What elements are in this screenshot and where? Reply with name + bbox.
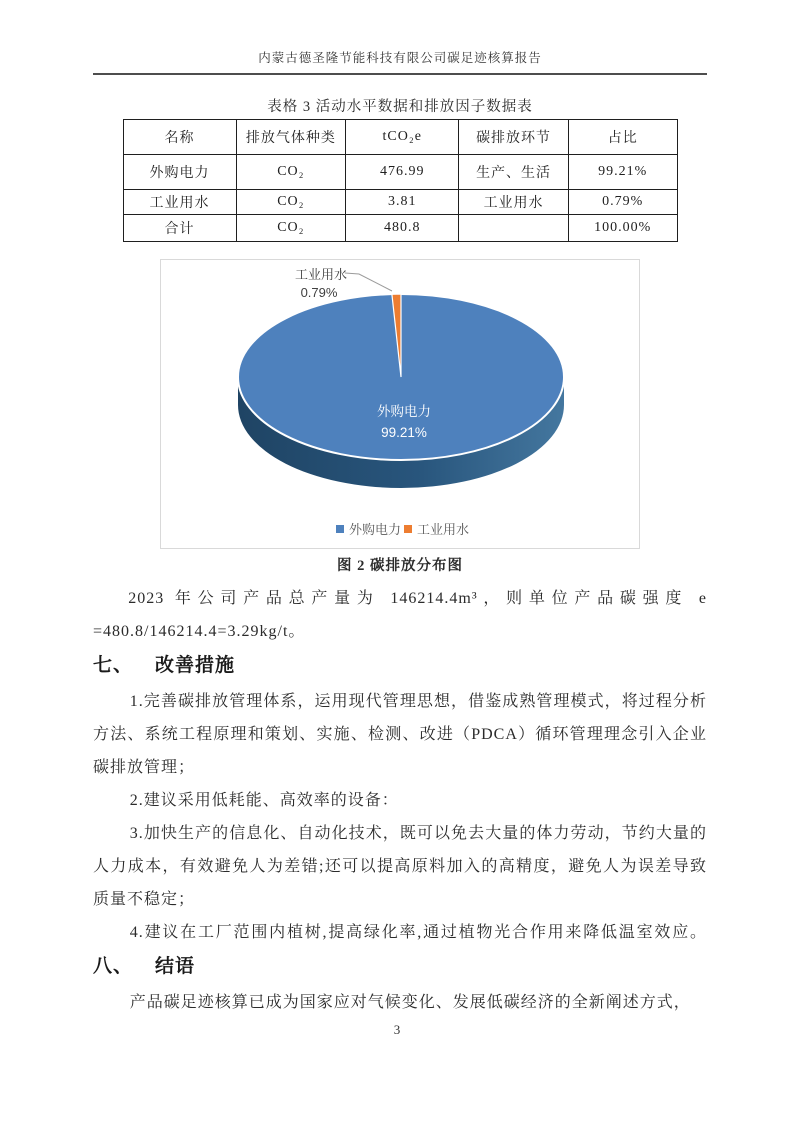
small-slice-percent: 0.79% bbox=[300, 285, 338, 300]
figure-caption: 图 2 碳排放分布图 bbox=[337, 558, 463, 574]
table-cell: 3.81 bbox=[346, 190, 459, 215]
table-header-cell: 碳排放环节 bbox=[459, 120, 569, 155]
table-cell: CO₂ bbox=[236, 215, 346, 242]
big-slice-label: 外购电力 bbox=[377, 404, 431, 419]
table-row bbox=[123, 155, 677, 190]
table-header-cell: tCO₂e bbox=[346, 120, 459, 155]
table-cell: 480.8 bbox=[346, 215, 459, 242]
section-title: 结语 bbox=[155, 956, 196, 977]
intro-paragraph bbox=[93, 582, 707, 648]
doc-header bbox=[93, 48, 707, 75]
table-title: 表格 3 活动水平数据和排放因子数据表 bbox=[267, 99, 533, 115]
chart-legend bbox=[336, 522, 469, 537]
section-number: 八、 bbox=[93, 956, 134, 977]
table-cell: 工业用水 bbox=[459, 190, 569, 215]
small-slice-label: 工业用水 bbox=[294, 267, 348, 282]
table-header-row bbox=[123, 120, 677, 155]
section-number: 七、 bbox=[93, 655, 134, 676]
table-cell: CO₂ bbox=[236, 155, 346, 190]
big-slice-percent: 99.21% bbox=[381, 425, 427, 440]
table-cell: 100.00% bbox=[568, 215, 677, 242]
section-heading-improvement bbox=[93, 652, 707, 680]
improvement-items bbox=[93, 685, 707, 949]
table-cell: 合计 bbox=[123, 215, 236, 242]
table-cell: 生产、生活 bbox=[459, 155, 569, 190]
improvement-item: 4.建议在工厂范围内植树,提高绿化率,通过植物光合作用来降低温室效应。 bbox=[129, 924, 707, 941]
legend-marker-water-icon bbox=[404, 525, 412, 533]
improvement-item: 1.完善碳排放管理体系，运用现代管理思想，借鉴成熟管理模式，将过程分析方法、系统工程原理和策划、实施、检测、改进（PDCA）循环管理理念引入企业碳排放管理； bbox=[93, 693, 707, 776]
section-title: 改善措施 bbox=[155, 655, 236, 676]
conclusion-paragraph: 产品碳足迹核算已成为国家应对气候变化、发展低碳经济的全新阐述方式， bbox=[129, 994, 691, 1011]
table-cell: 工业用水 bbox=[123, 190, 236, 215]
improvement-item: 3.加快生产的信息化、自动化技术，既可以免去大量的体力劳动，节约大量的人力成本，有效避免人为差错;还可以提高原料加入的高精度，避免人为误差导致质量不稳定； bbox=[93, 825, 707, 908]
pie-chart-figure bbox=[160, 259, 640, 549]
improvement-item: 2.建议采用低耗能、高效率的设备： bbox=[129, 792, 399, 809]
table-header-cell: 名称 bbox=[123, 120, 236, 155]
legend-label-water: 工业用水 bbox=[417, 522, 470, 537]
legend-marker-electricity-icon bbox=[336, 525, 344, 533]
table-header-cell: 占比 bbox=[568, 120, 677, 155]
pie-chart-svg bbox=[161, 260, 639, 548]
emissions-table bbox=[123, 119, 678, 242]
conclusion-items bbox=[93, 986, 707, 1019]
section-heading-conclusion bbox=[93, 953, 707, 981]
table-header-cell: 排放气体种类 bbox=[236, 120, 346, 155]
table-row bbox=[123, 215, 677, 242]
intro-line-2: =480.8/146214.4=3.29kg/t。 bbox=[93, 623, 306, 640]
table-cell: 476.99 bbox=[346, 155, 459, 190]
table-cell bbox=[459, 215, 569, 242]
table-cell: CO₂ bbox=[236, 190, 346, 215]
intro-line-1: 2023 年公司产品总产量为 146214.4m³，则单位产品碳强度 e bbox=[128, 590, 707, 607]
leader-line bbox=[345, 273, 392, 291]
doc-header-title: 内蒙古德圣隆节能科技有限公司碳足迹核算报告 bbox=[258, 51, 542, 65]
table-cell: 0.79% bbox=[568, 190, 677, 215]
table-cell: 99.21% bbox=[568, 155, 677, 190]
table-cell: 外购电力 bbox=[123, 155, 236, 190]
table-row bbox=[123, 190, 677, 215]
page-number: 3 bbox=[393, 1022, 401, 1037]
legend-label-electricity: 外购电力 bbox=[349, 522, 402, 537]
